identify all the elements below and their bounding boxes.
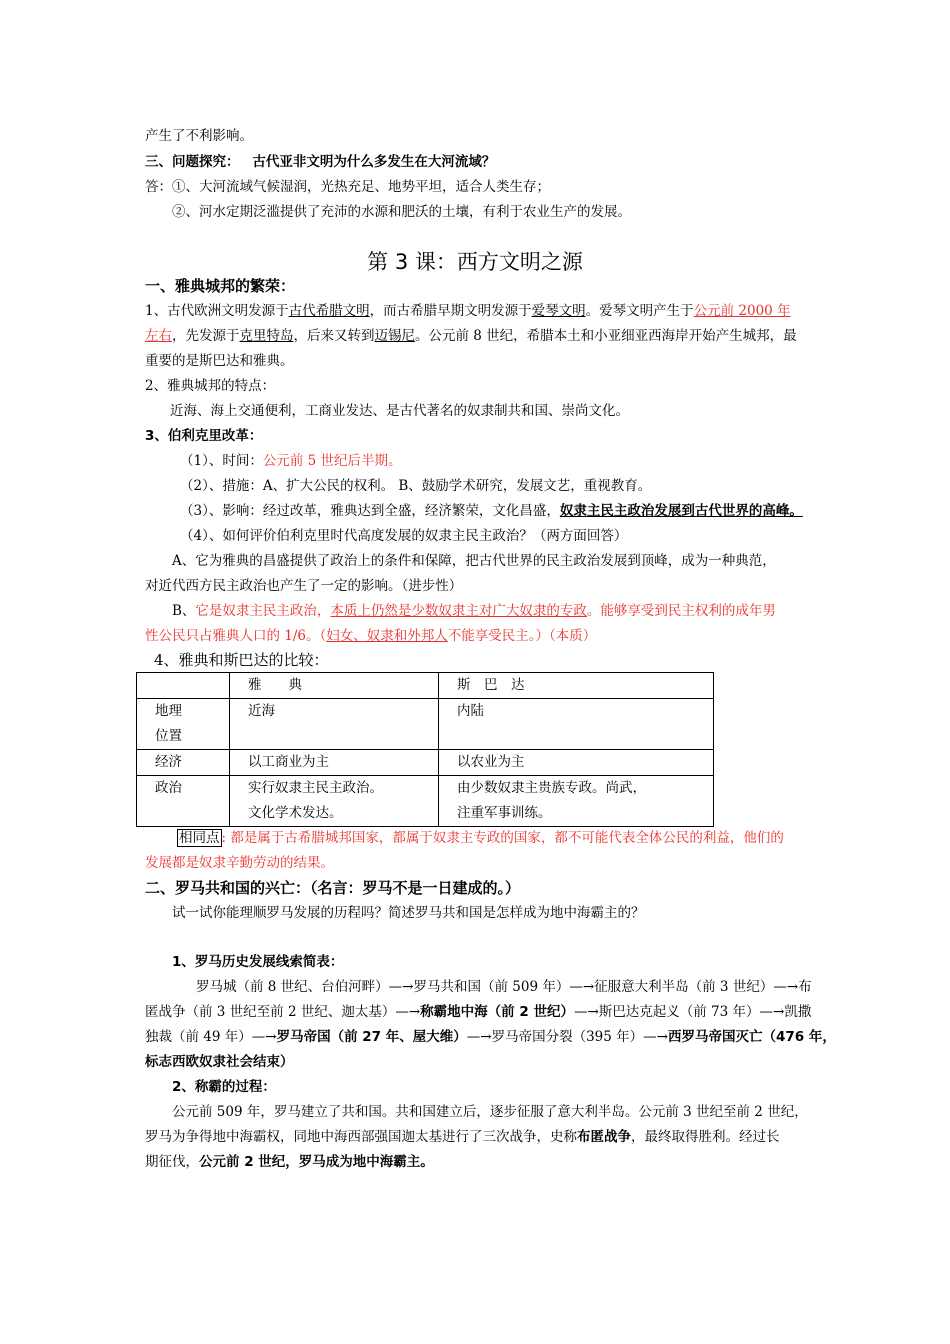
row-label: 政治 <box>137 776 230 827</box>
evaluation-b-line-2: 性公民只占雅典人口的 1/6。（妇女、奴隶和外邦人不能享受民主。）（本质） <box>145 628 597 644</box>
sparta-cell: 由少数奴隶主贵族专政。尚武， 注重军事训练。 <box>439 776 714 827</box>
rome-timeline-line-2: 匿战争（前 3 世纪至前 2 世纪、迦太基）—→称霸地中海（前 2 世纪）—→斯巴达克起义（前 73 年）—→凯撒 <box>145 1004 812 1020</box>
reform-impact: （3）、影响：经过改革，雅典达到全盛，经济繁荣，文化昌盛，奴隶主民主政治发展到古代世界的高峰。 <box>180 503 803 519</box>
reform-time: （1）、时间：公元前 5 世纪后半期。 <box>180 453 402 469</box>
rome-timeline-line-1: 罗马城（前 8 世纪、台伯河畔）—→罗马共和国（前 509 年）—→征服意大利半岛（前 3 世纪）—→布 <box>196 979 812 995</box>
athens-cell: 近海 <box>230 699 439 750</box>
reform-evaluation-question: （4）、如何评价伯利克里时代高度发展的奴隶主民主政治？（两方面回答） <box>180 528 628 544</box>
answer-line-1: 答：①、大河流域气候湿润，光热充足、地势平坦，适合人类生存； <box>145 179 550 195</box>
answer-line-2: ②、河水定期泛滥提供了充沛的水源和肥沃的土壤，有利于农业生产的发展。 <box>172 204 631 220</box>
table-row <box>137 750 714 776</box>
hegemony-title: 2、称霸的过程： <box>172 1079 276 1095</box>
sparta-cell: 内陆 <box>439 699 714 750</box>
evaluation-b-line-1: B、它是奴隶主民主政治，本质上仍然是少数奴隶主对广大奴隶的专政。能够享受到民主权利的成年男 <box>172 603 776 619</box>
reform-measures: （2）、措施：A、扩大公民的权利。 B、鼓励学术研究，发展文艺，重视教育。 <box>180 478 652 494</box>
table-header-cell <box>137 673 230 699</box>
table-header-row <box>137 673 714 699</box>
table-header-cell: 雅 典 <box>230 673 439 699</box>
paragraph-1-line-3: 重要的是斯巴达和雅典。 <box>145 353 294 369</box>
sparta-cell: 以农业为主 <box>439 750 714 776</box>
lesson-title: 第 3 课：西方文明之源 <box>367 250 583 274</box>
hegemony-line-2: 罗马为争得地中海霸权，同地中海西部强国迦太基进行了三次战争，史称布匿战争，最终取得胜利。经过长 <box>145 1129 780 1145</box>
rome-timeline-line-3: 独裁（前 49 年）—→罗马帝国（前 27 年、屋大维）—→罗马帝国分裂（395 年）—→西罗马帝国灭亡（476 年， <box>145 1029 836 1045</box>
comparison-title: 4、雅典和斯巴达的比较： <box>154 651 329 669</box>
paragraph-1-line-2: 左右，先发源于克里特岛，后来又转到迈锡尼。公元前 8 世纪，希腊本土和小亚细亚西海岸开始产生城邦，最 <box>145 328 797 344</box>
athens-sparta-table <box>136 672 714 827</box>
rome-timeline-title: 1、罗马历史发展线索简表： <box>172 954 344 970</box>
rome-timeline-line-4: 标志西欧奴隶社会结束） <box>145 1054 294 1070</box>
athens-features-title: 2、雅典城邦的特点： <box>145 378 276 394</box>
paragraph-1-line-1: 1、古代欧洲文明发源于古代希腊文明，而古希腊早期文明发源于爱琴文明。爱琴文明产生于公元前 2000 年 <box>145 303 791 319</box>
hegemony-line-3: 期征伐，公元前 2 世纪，罗马成为地中海霸主。 <box>145 1154 434 1170</box>
table-row <box>137 699 714 750</box>
row-label: 经济 <box>137 750 230 776</box>
pericles-reform-title: 3、伯利克里改革： <box>145 428 263 444</box>
evaluation-a-line-1: A、它为雅典的昌盛提供了政治上的条件和保障，把古代世界的民主政治发展到顶峰，成为一种典范， <box>172 553 776 569</box>
question-heading: 三、问题探究： 古代亚非文明为什么多发生在大河流域？ <box>145 154 496 170</box>
rome-intro: 试一试你能理顺罗马发展的历程吗？简述罗马共和国是怎样成为地中海霸主的？ <box>172 905 645 921</box>
athens-cell: 以工商业为主 <box>230 750 439 776</box>
section-heading-athens: 一、雅典城邦的繁荣： <box>145 277 296 295</box>
athens-features-body: 近海、海上交通便利，工商业发达、是古代著名的奴隶制共和国、崇尚文化。 <box>170 403 629 419</box>
text-line: 产生了不利影响。 <box>145 128 253 144</box>
hegemony-line-1: 公元前 509 年，罗马建立了共和国。共和国建立后，逐步征服了意大利半岛。公元前 3 世纪至前 2 世纪， <box>172 1104 808 1120</box>
table-row <box>137 776 714 827</box>
evaluation-a-line-2: 对近代西方民主政治也产生了一定的影响。（进步性） <box>145 578 463 594</box>
common-points-line-1: 相同点 : 都是属于古希腊城邦国家，都属于奴隶主专政的国家，都不可能代表全体公民的利益，他们的 <box>179 830 784 846</box>
row-label: 地理 位置 <box>137 699 230 750</box>
section-heading-rome: 二、罗马共和国的兴亡：（名言：罗马不是一日建成的。） <box>145 879 521 897</box>
common-points-line-2: 发展都是奴隶辛勤劳动的结果。 <box>145 855 334 871</box>
athens-cell: 实行奴隶主民主政治。 文化学术发达。 <box>230 776 439 827</box>
table-header-cell: 斯 巴 达 <box>439 673 714 699</box>
